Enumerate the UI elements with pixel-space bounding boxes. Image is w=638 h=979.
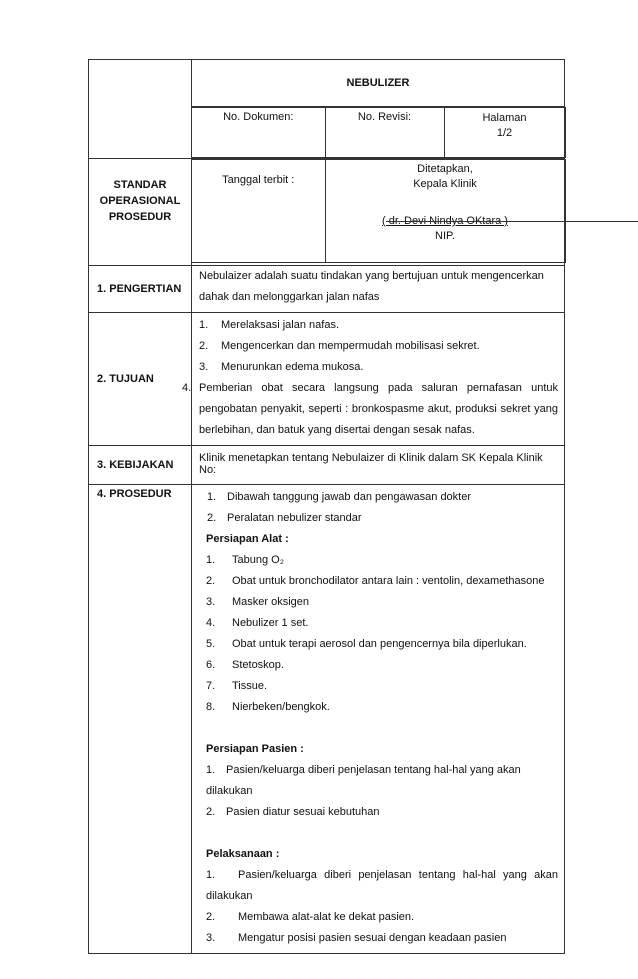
no-dokumen-cell [192,108,325,158]
tanggal-row [192,159,566,263]
pengertian-content [192,266,565,313]
pengertian-line-2: dahak dan melonggarkan jalan nafas [199,291,380,303]
tujuan-item: 2. Mengencerkan dan mempermudah mobilisasi sekret. [199,340,480,352]
tujuan-item-4: 4. Pemberian obat secara langsung pada saluran pernafasan untuk pengobatan penyakit, seperti : bronkospasme akut, produksi sekret yang berlebihan, dan batuk yang disertai dengan sesak nafas. [182,382,558,436]
tujuan-label-cell [89,313,192,446]
pelaksanaan-item: 3. Mengatur posisi pasien sesuai dengan keadaan pasien [206,932,507,944]
halaman-label: Halaman [482,112,527,124]
alat-item: 3. Masker oksigen [206,596,310,608]
nip-label: NIP. [435,230,455,242]
document-title: NEBULIZER [346,77,410,89]
alat-item: 1. Tabung O₂ [206,554,284,566]
persiapan-alat-heading: Persiapan Alat : [206,533,289,545]
alat-item: 8. Nierbeken/bengkok. [206,701,330,713]
prosedur-content [192,485,565,954]
pengertian-label-cell [89,266,192,313]
tujuan-item: 3. Menurunkan edema mukosa. [199,361,364,373]
alat-item: 2. Obat untuk bronchodilator antara lain : ventolin, dexamethasone [206,575,545,587]
title-cell [192,60,565,107]
alat-item: 4. Nebulizer 1 set. [206,617,309,629]
doc-info-row [192,107,566,158]
tujuan-item: 1. Merelaksasi jalan nafas. [199,319,340,331]
no-revisi-cell [325,108,444,158]
halaman-value: 1/2 [496,127,513,139]
tujuan-label: 2. TUJUAN [97,373,154,385]
tujuan-content [182,313,565,446]
persiapan-pasien-heading: Persiapan Pasien : [206,743,304,755]
pelaksanaan-item: 2. Membawa alat-alat ke dekat pasien. [206,911,415,923]
prosedur-intro-item: 2. Peralatan nebulizer standar [207,512,362,524]
spacer [206,718,558,739]
doc-info-cell [192,107,565,159]
pengertian-label: 1. PENGERTIAN [97,283,182,295]
pasien-item: 1. Pasien/keluarga diberi penjelasan tentang hal-hal yang akan dilakukan [206,764,521,797]
sop-label: STANDAR OPERASIONAL PROSEDUR [99,179,181,223]
tanggal-terbit-label: Tanggal terbit : [222,174,295,186]
sop-table [88,59,565,954]
pengertian-line-1: Nebulaizer adalah suatu tindakan yang bertujuan untuk mengencerkan [199,270,544,282]
spacer [206,823,558,844]
no-revisi-label: No. Revisi: [357,111,412,123]
logo-cell [89,60,192,159]
signatory-name: ( dr. Devi Nindya OKtara ) [382,215,508,227]
tanggal-terbit-cell [192,160,325,263]
alat-item: 7. Tissue. [206,680,268,692]
ditetapkan-label: Ditetapkan, [417,163,473,175]
no-dokumen-label: No. Dokumen: [223,111,294,123]
kepala-klinik-label: Kepala Klinik [413,178,477,190]
pasien-item: 2. Pasien diatur sesuai kebutuhan [206,806,380,818]
pelaksanaan-item-1: 1. Pasien/keluarga diberi penjelasan tentang hal-hal yang akan dilakukan [206,869,558,902]
prosedur-label-cell [89,485,192,954]
pelaksanaan-heading: Pelaksanaan : [206,848,280,860]
signature-line [386,221,638,222]
alat-item: 6. Stetoskop. [206,659,284,671]
sop-label-cell [89,159,192,266]
kebijakan-label: 3. KEBIJAKAN [97,459,174,471]
tanggal-cell [192,159,565,266]
kebijakan-text: Klinik menetapkan tentang Nebulaizer di Klinik dalam SK Kepala Klinik No: [199,452,543,476]
ditetapkan-cell [325,160,565,263]
kebijakan-content [192,446,565,485]
alat-item: 5. Obat untuk terapi aerosol dan pengencernya bila diperlukan. [206,638,527,650]
kebijakan-label-cell [89,446,192,485]
prosedur-intro-item: 1. Dibawah tanggung jawab dan pengawasan dokter [207,491,472,503]
prosedur-label: 4. PROSEDUR [97,488,172,500]
halaman-cell [444,108,565,158]
